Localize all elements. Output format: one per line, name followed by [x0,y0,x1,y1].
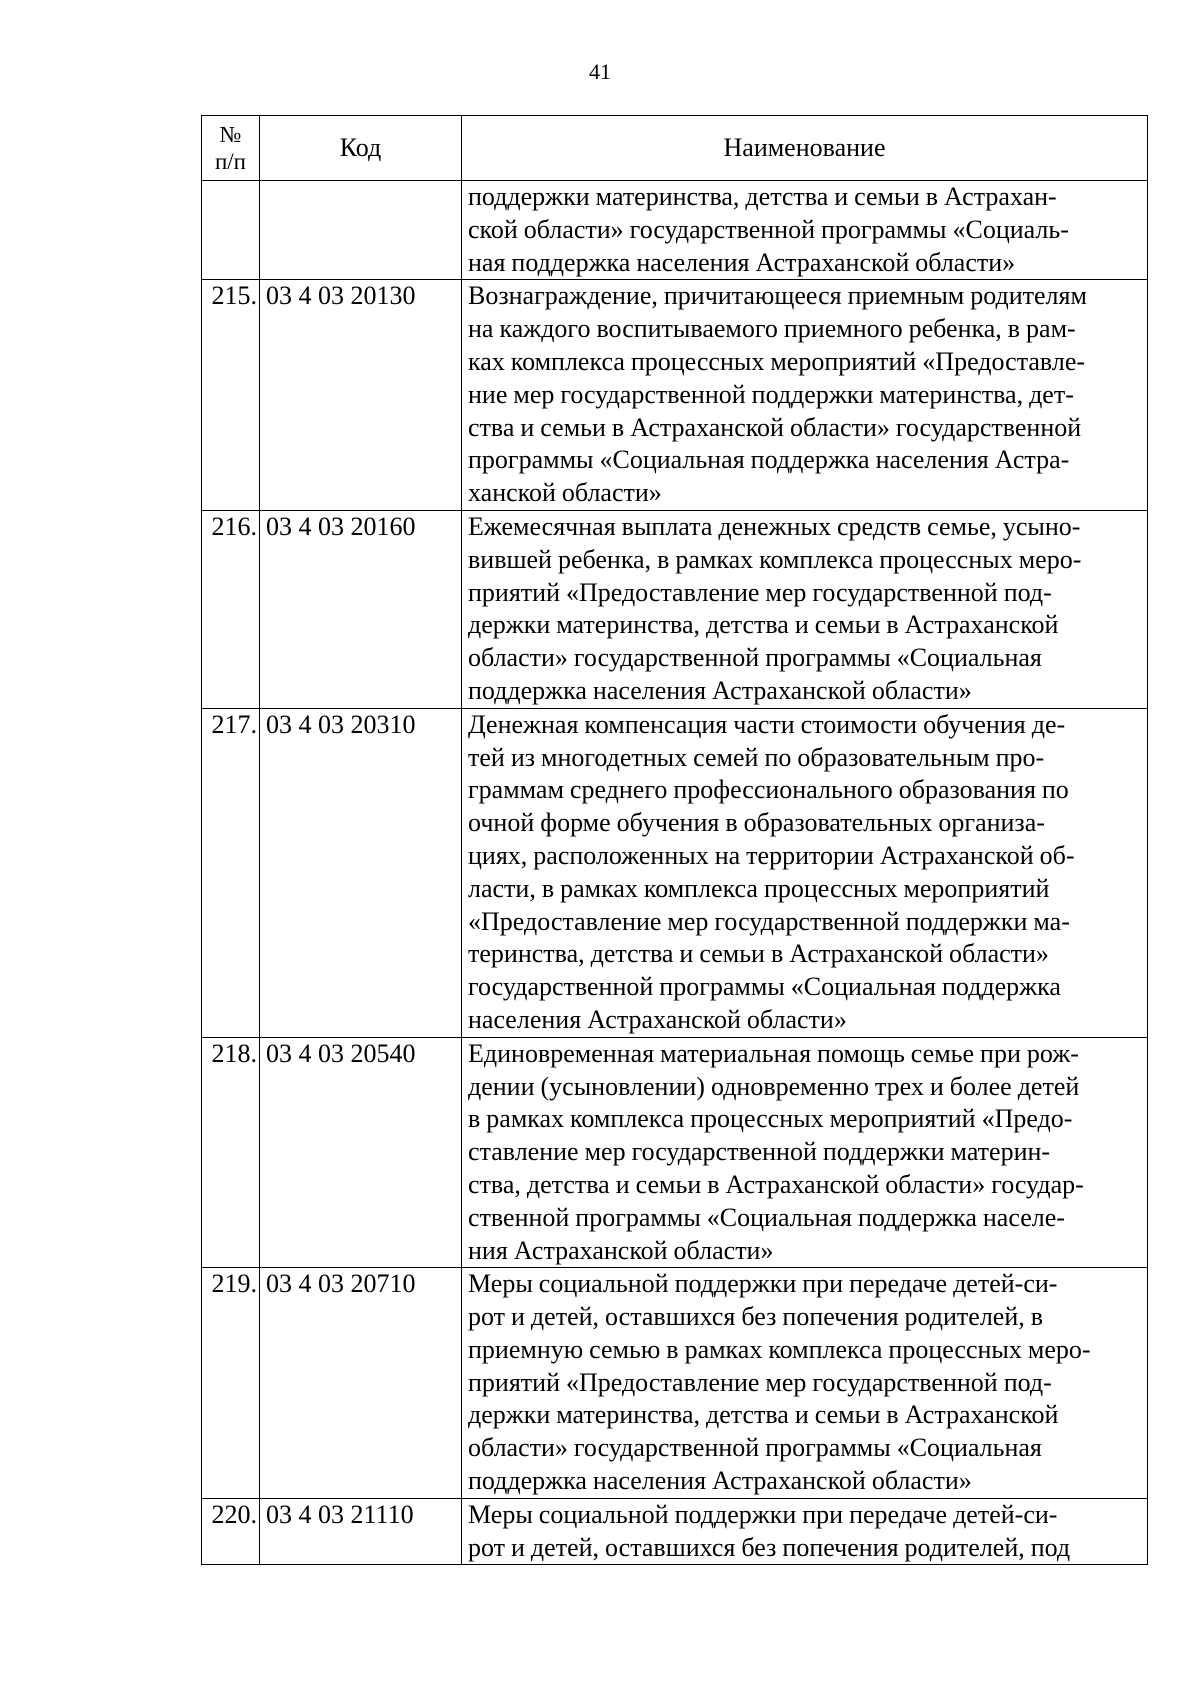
table-row [202,1498,1148,1565]
row-name-cell [462,1037,1148,1268]
row-name-cell [462,1268,1148,1499]
row-num-cell: 217. [202,708,260,1037]
table-row [202,1037,1148,1268]
table-row-continuation [202,181,1148,280]
row-code-cell: 03 4 03 20710 [260,1268,462,1499]
row-name-text: поддержки материнства, детства и семьи в Астрахан- ской области» государственной программы «Социаль- ная поддержка населения Астраханской области» [468,182,1069,277]
row-code-cell: 03 4 03 20160 [260,510,462,708]
table-row [202,708,1148,1037]
row-name-cell [462,708,1148,1037]
row-code-cell: 03 4 03 20310 [260,708,462,1037]
header-num: № п/п [202,116,260,181]
header-name: Наименование [462,116,1148,181]
header-code: Код [260,116,462,181]
budget-code-table [201,115,1148,1565]
row-code-cell: 03 4 03 21110 [260,1498,462,1565]
row-num-cell: 218. [202,1037,260,1268]
row-name-text: Ежемесячная выплата денежных средств семье, усыно- вившей ребенка, в рамках комплекса процессных меро- приятий «Предоставление мер государственной под- держки материнства, детства и семьи в Астраханской области» государственной программы «Социальная поддержка населения Астраханской области» [468,511,1082,705]
table-header-row [202,116,1148,181]
row-code-cell: 03 4 03 20130 [260,280,462,511]
row-num-cell: 219. [202,1268,260,1499]
row-name-text: Единовременная материальная помощь семье при рож- дении (усыновлении) одновременно трех и более детей в рамках комплекса процессных мероприятий «Предо- ставление мер государственной поддержки материн- ства, детства и семьи в Астраханской области» государ- ственной программы «Социальная поддержка населе- ния Астраханской области» [468,1038,1084,1265]
row-name-text: Вознаграждение, причитающееся приемным родителям на каждого воспитываемого приемного ребенка, в рам- ках комплекса процессных мероприятий «Предоставле- ние мер государственной поддержки материнства, дет- ства и семьи в Астраханской области» государственной программы «Социальная поддержка населения Астра- ханской области» [468,281,1087,508]
row-name-cell [462,1498,1148,1565]
row-name-cell [462,280,1148,511]
row-name-cell [462,510,1148,708]
table-row [202,510,1148,708]
row-num-cell: 220. [202,1498,260,1565]
row-num-cell: 216. [202,510,260,708]
row-code-cell [260,181,462,280]
row-name-cell [462,181,1148,280]
table-row [202,280,1148,511]
table-row [202,1268,1148,1499]
row-name-text: Меры социальной поддержки при передаче детей-си- рот и детей, оставшихся без попечения родителей, в приемную семью в рамках комплекса процессных меро- приятий «Предоставление мер государственной под- держки материнства, детства и семьи в Астраханской области» государственной программы «Социальная поддержка населения Астраханской области» [468,1269,1091,1496]
page-number: 41 [589,59,611,84]
row-num-cell [202,181,260,280]
row-name-text: Денежная компенсация части стоимости обучения де- тей из многодетных семей по образовательным про- граммам среднего профессионального образования по очной форме обучения в образовательных организа- циях, расположенных на территории Астраханской об- ласти, в рамках комплекса процессных мероприятий «Предоставление мер государственной поддержки ма- теринства, детства и семьи в Астраханской области» государственной программы «Социальная поддержка населения Астраханской области» [468,709,1075,1034]
row-num-cell: 215. [202,280,260,511]
row-code-cell: 03 4 03 20540 [260,1037,462,1268]
row-name-text: Меры социальной поддержки при передаче детей-си- рот и детей, оставшихся без попечения родителей, под [468,1499,1071,1562]
